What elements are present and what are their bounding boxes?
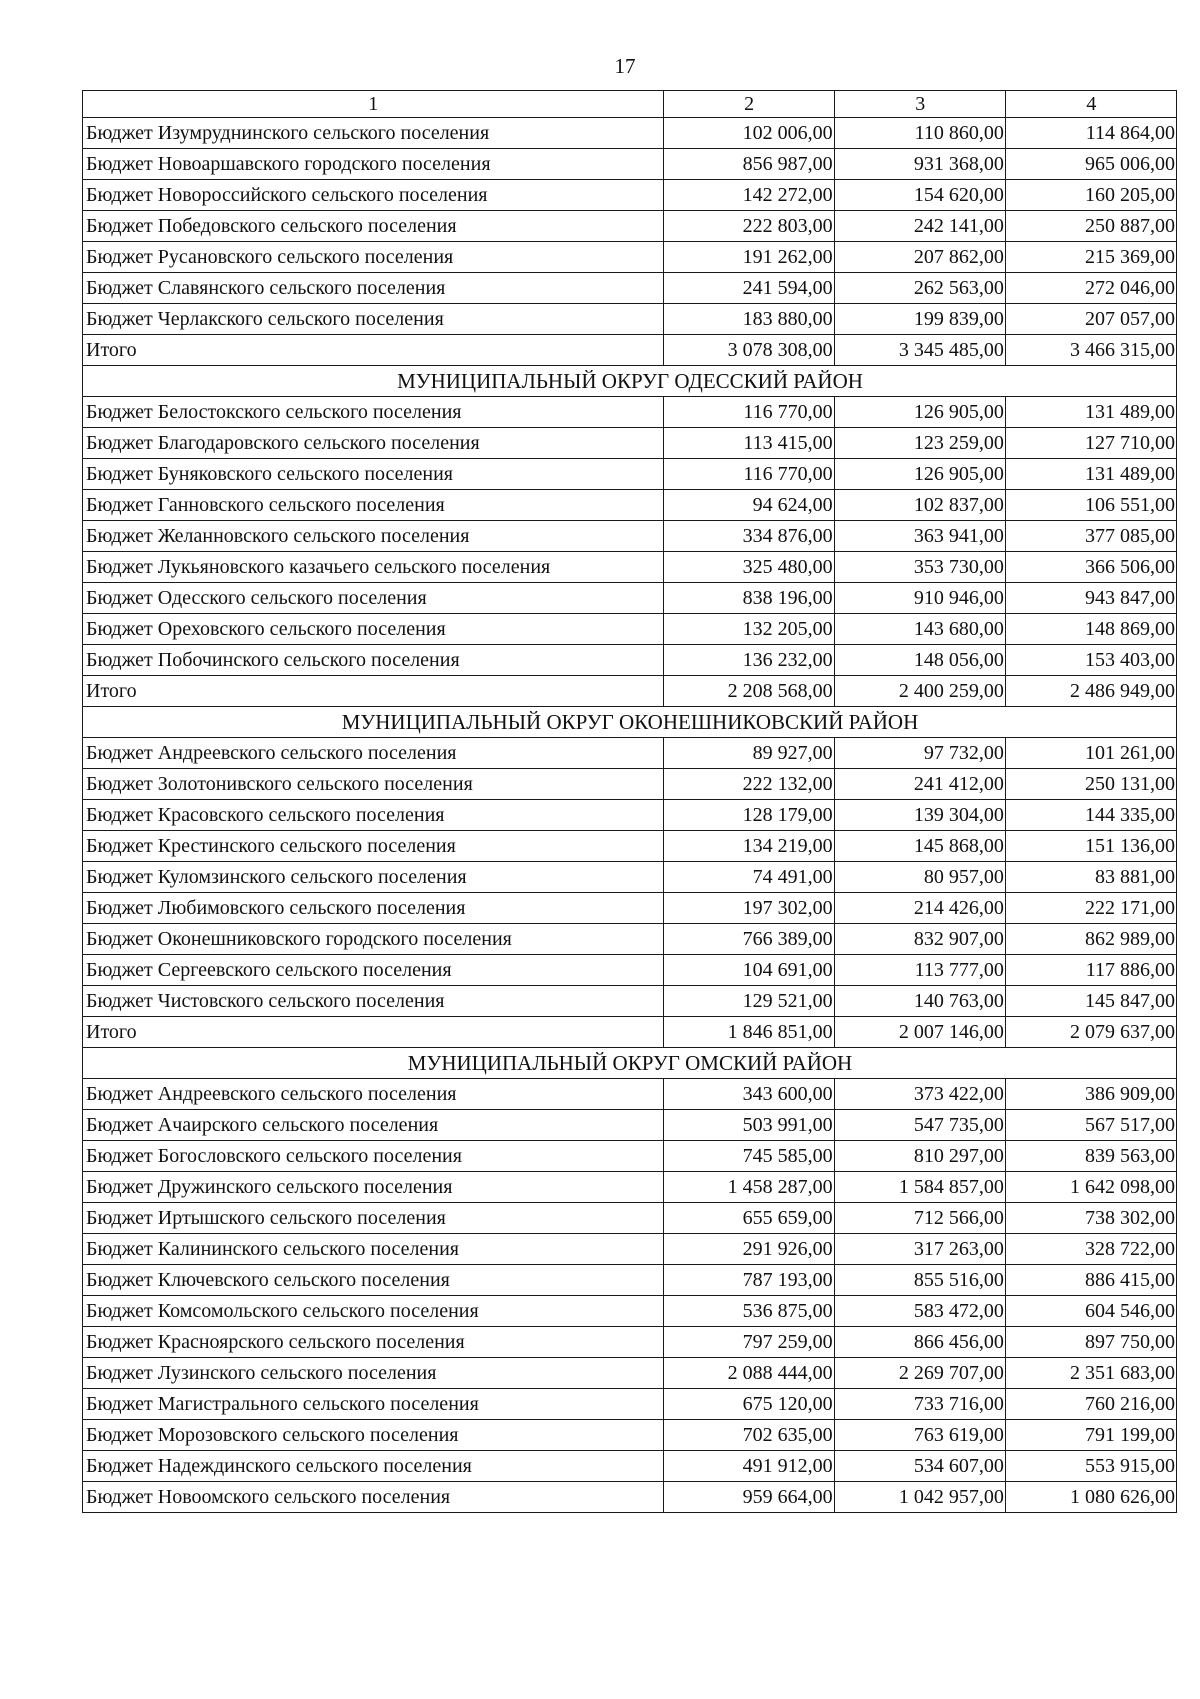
value-column-2: 183 880,00	[663, 304, 834, 335]
value-column-4: 131 489,00	[1005, 459, 1176, 490]
table-row	[83, 1203, 1177, 1234]
value-column-3: 145 868,00	[834, 831, 1005, 862]
row-label: Бюджет Черлакского сельского поселения	[83, 304, 664, 335]
value-column-4: 366 506,00	[1005, 552, 1176, 583]
total-row	[83, 676, 1177, 707]
value-column-3: 2 269 707,00	[834, 1358, 1005, 1389]
value-column-3: 810 297,00	[834, 1141, 1005, 1172]
table-row	[83, 428, 1177, 459]
value-column-2: 745 585,00	[663, 1141, 834, 1172]
table-row	[83, 149, 1177, 180]
row-label: Бюджет Ореховского сельского поселения	[83, 614, 664, 645]
value-column-2: 142 272,00	[663, 180, 834, 211]
value-column-3: 143 680,00	[834, 614, 1005, 645]
row-label: Бюджет Красовского сельского поселения	[83, 800, 664, 831]
column-number-4: 4	[1005, 91, 1176, 118]
value-column-3: 126 905,00	[834, 459, 1005, 490]
value-column-3: 373 422,00	[834, 1079, 1005, 1110]
row-label: Бюджет Красноярского сельского поселения	[83, 1327, 664, 1358]
total-row	[83, 1017, 1177, 1048]
value-column-2: 136 232,00	[663, 645, 834, 676]
table-row	[83, 1079, 1177, 1110]
value-column-2: 113 415,00	[663, 428, 834, 459]
value-column-3: 866 456,00	[834, 1327, 1005, 1358]
table-row	[83, 459, 1177, 490]
value-column-4: 1 080 626,00	[1005, 1482, 1176, 1513]
value-column-3: 1 584 857,00	[834, 1172, 1005, 1203]
value-column-4: 250 887,00	[1005, 211, 1176, 242]
value-column-4: 943 847,00	[1005, 583, 1176, 614]
value-column-2: 797 259,00	[663, 1327, 834, 1358]
value-column-4: 148 869,00	[1005, 614, 1176, 645]
value-column-4: 2 351 683,00	[1005, 1358, 1176, 1389]
section-title: МУНИЦИПАЛЬНЫЙ ОКРУГ ОМСКИЙ РАЙОН	[83, 1048, 1177, 1079]
value-column-4: 567 517,00	[1005, 1110, 1176, 1141]
table-row	[83, 552, 1177, 583]
row-label: Бюджет Побочинского сельского поселения	[83, 645, 664, 676]
value-column-4: 250 131,00	[1005, 769, 1176, 800]
value-column-4: 377 085,00	[1005, 521, 1176, 552]
value-column-2: 74 491,00	[663, 862, 834, 893]
value-column-3: 242 141,00	[834, 211, 1005, 242]
value-column-3: 214 426,00	[834, 893, 1005, 924]
value-column-3: 113 777,00	[834, 955, 1005, 986]
value-column-2: 116 770,00	[663, 459, 834, 490]
table-row	[83, 118, 1177, 149]
value-column-2: 838 196,00	[663, 583, 834, 614]
row-label: Бюджет Одесского сельского поселения	[83, 583, 664, 614]
row-label: Бюджет Изумруднинского сельского поселения	[83, 118, 664, 149]
value-column-4: 117 886,00	[1005, 955, 1176, 986]
row-label: Бюджет Буняковского сельского поселения	[83, 459, 664, 490]
value-column-2: 89 927,00	[663, 738, 834, 769]
value-column-2: 132 205,00	[663, 614, 834, 645]
value-column-3: 126 905,00	[834, 397, 1005, 428]
table-row	[83, 1389, 1177, 1420]
row-label: Бюджет Богословского сельского поселения	[83, 1141, 664, 1172]
table-row	[83, 1110, 1177, 1141]
value-column-4: 83 881,00	[1005, 862, 1176, 893]
value-column-3: 763 619,00	[834, 1420, 1005, 1451]
row-label: Бюджет Андреевского сельского поселения	[83, 1079, 664, 1110]
value-column-2: 222 803,00	[663, 211, 834, 242]
row-label: Бюджет Ключевского сельского поселения	[83, 1265, 664, 1296]
value-column-4: 144 335,00	[1005, 800, 1176, 831]
table-row	[83, 1420, 1177, 1451]
column-number-1: 1	[83, 91, 664, 118]
value-column-4: 151 136,00	[1005, 831, 1176, 862]
table-row	[83, 521, 1177, 552]
value-column-3: 2 400 259,00	[834, 676, 1005, 707]
value-column-4: 604 546,00	[1005, 1296, 1176, 1327]
row-label: Итого	[83, 676, 664, 707]
value-column-3: 832 907,00	[834, 924, 1005, 955]
row-label: Бюджет Куломзинского сельского поселения	[83, 862, 664, 893]
table-row	[83, 1265, 1177, 1296]
row-label: Бюджет Иртышского сельского поселения	[83, 1203, 664, 1234]
value-column-2: 197 302,00	[663, 893, 834, 924]
value-column-2: 536 875,00	[663, 1296, 834, 1327]
value-column-3: 262 563,00	[834, 273, 1005, 304]
value-column-3: 123 259,00	[834, 428, 1005, 459]
value-column-4: 222 171,00	[1005, 893, 1176, 924]
table-row	[83, 1296, 1177, 1327]
value-column-4: 272 046,00	[1005, 273, 1176, 304]
table-row	[83, 1451, 1177, 1482]
section-title: МУНИЦИПАЛЬНЫЙ ОКРУГ ОКОНЕШНИКОВСКИЙ РАЙОН	[83, 707, 1177, 738]
row-label: Бюджет Дружинского сельского поселения	[83, 1172, 664, 1203]
value-column-2: 1 458 287,00	[663, 1172, 834, 1203]
value-column-2: 128 179,00	[663, 800, 834, 831]
value-column-3: 3 345 485,00	[834, 335, 1005, 366]
budget-table	[82, 90, 1177, 1513]
value-column-4: 160 205,00	[1005, 180, 1176, 211]
value-column-3: 154 620,00	[834, 180, 1005, 211]
value-column-2: 959 664,00	[663, 1482, 834, 1513]
row-label: Бюджет Новоомского сельского поселения	[83, 1482, 664, 1513]
row-label: Бюджет Новороссийского сельского поселения	[83, 180, 664, 211]
value-column-4: 965 006,00	[1005, 149, 1176, 180]
value-column-3: 583 472,00	[834, 1296, 1005, 1327]
row-label: Бюджет Лукьяновского казачьего сельского поселения	[83, 552, 664, 583]
value-column-2: 94 624,00	[663, 490, 834, 521]
value-column-4: 215 369,00	[1005, 242, 1176, 273]
table-body	[83, 91, 1177, 1513]
column-number-3: 3	[834, 91, 1005, 118]
row-label: Бюджет Оконешниковского городского поселения	[83, 924, 664, 955]
table-row	[83, 397, 1177, 428]
value-column-3: 102 837,00	[834, 490, 1005, 521]
section-header-row	[83, 366, 1177, 397]
column-number-row	[83, 91, 1177, 118]
row-label: Бюджет Лузинского сельского поселения	[83, 1358, 664, 1389]
value-column-2: 129 521,00	[663, 986, 834, 1017]
page-number: 17	[614, 54, 636, 78]
table-row	[83, 862, 1177, 893]
value-column-2: 2 088 444,00	[663, 1358, 834, 1389]
value-column-2: 675 120,00	[663, 1389, 834, 1420]
table-row	[83, 1358, 1177, 1389]
value-column-4: 131 489,00	[1005, 397, 1176, 428]
value-column-3: 712 566,00	[834, 1203, 1005, 1234]
value-column-4: 386 909,00	[1005, 1079, 1176, 1110]
table-row	[83, 304, 1177, 335]
section-title: МУНИЦИПАЛЬНЫЙ ОКРУГ ОДЕССКИЙ РАЙОН	[83, 366, 1177, 397]
value-column-2: 191 262,00	[663, 242, 834, 273]
value-column-3: 534 607,00	[834, 1451, 1005, 1482]
value-column-4: 2 486 949,00	[1005, 676, 1176, 707]
value-column-4: 207 057,00	[1005, 304, 1176, 335]
section-header-row	[83, 1048, 1177, 1079]
table-row	[83, 1234, 1177, 1265]
value-column-2: 241 594,00	[663, 273, 834, 304]
value-column-4: 1 642 098,00	[1005, 1172, 1176, 1203]
table-row	[83, 986, 1177, 1017]
value-column-2: 856 987,00	[663, 149, 834, 180]
value-column-4: 101 261,00	[1005, 738, 1176, 769]
row-label: Бюджет Чистовского сельского поселения	[83, 986, 664, 1017]
value-column-4: 127 710,00	[1005, 428, 1176, 459]
table-row	[83, 583, 1177, 614]
table-row	[83, 924, 1177, 955]
row-label: Бюджет Магистрального сельского поселения	[83, 1389, 664, 1420]
value-column-2: 503 991,00	[663, 1110, 834, 1141]
row-label: Бюджет Новоаршавского городского поселения	[83, 149, 664, 180]
value-column-4: 114 864,00	[1005, 118, 1176, 149]
value-column-4: 886 415,00	[1005, 1265, 1176, 1296]
table-row	[83, 769, 1177, 800]
value-column-4: 328 722,00	[1005, 1234, 1176, 1265]
value-column-2: 491 912,00	[663, 1451, 834, 1482]
column-number-2: 2	[663, 91, 834, 118]
value-column-4: 106 551,00	[1005, 490, 1176, 521]
value-column-4: 760 216,00	[1005, 1389, 1176, 1420]
row-label: Бюджет Сергеевского сельского поселения	[83, 955, 664, 986]
row-label: Бюджет Надеждинского сельского поселения	[83, 1451, 664, 1482]
row-label: Бюджет Морозовского сельского поселения	[83, 1420, 664, 1451]
value-column-4: 791 199,00	[1005, 1420, 1176, 1451]
row-label: Итого	[83, 1017, 664, 1048]
value-column-4: 145 847,00	[1005, 986, 1176, 1017]
value-column-3: 140 763,00	[834, 986, 1005, 1017]
table-row	[83, 645, 1177, 676]
value-column-3: 148 056,00	[834, 645, 1005, 676]
table-row	[83, 1482, 1177, 1513]
value-column-3: 931 368,00	[834, 149, 1005, 180]
table-row	[83, 180, 1177, 211]
table-row	[83, 1172, 1177, 1203]
value-column-3: 733 716,00	[834, 1389, 1005, 1420]
value-column-2: 766 389,00	[663, 924, 834, 955]
value-column-3: 80 957,00	[834, 862, 1005, 893]
value-column-4: 2 079 637,00	[1005, 1017, 1176, 1048]
row-label: Бюджет Любимовского сельского поселения	[83, 893, 664, 924]
value-column-2: 334 876,00	[663, 521, 834, 552]
value-column-2: 104 691,00	[663, 955, 834, 986]
value-column-3: 97 732,00	[834, 738, 1005, 769]
table-row	[83, 273, 1177, 304]
table-row	[83, 1141, 1177, 1172]
value-column-3: 855 516,00	[834, 1265, 1005, 1296]
value-column-3: 207 862,00	[834, 242, 1005, 273]
row-label: Бюджет Калининского сельского поселения	[83, 1234, 664, 1265]
value-column-3: 139 304,00	[834, 800, 1005, 831]
value-column-3: 910 946,00	[834, 583, 1005, 614]
value-column-2: 291 926,00	[663, 1234, 834, 1265]
table-row	[83, 490, 1177, 521]
table-row	[83, 738, 1177, 769]
value-column-3: 199 839,00	[834, 304, 1005, 335]
row-label: Бюджет Желанновского сельского поселения	[83, 521, 664, 552]
value-column-4: 3 466 315,00	[1005, 335, 1176, 366]
row-label: Бюджет Благодаровского сельского поселения	[83, 428, 664, 459]
value-column-2: 343 600,00	[663, 1079, 834, 1110]
table-row	[83, 1327, 1177, 1358]
value-column-2: 702 635,00	[663, 1420, 834, 1451]
table-row	[83, 955, 1177, 986]
value-column-2: 1 846 851,00	[663, 1017, 834, 1048]
row-label: Бюджет Победовского сельского поселения	[83, 211, 664, 242]
table-row	[83, 893, 1177, 924]
total-row	[83, 335, 1177, 366]
value-column-2: 655 659,00	[663, 1203, 834, 1234]
value-column-2: 3 078 308,00	[663, 335, 834, 366]
value-column-3: 110 860,00	[834, 118, 1005, 149]
value-column-4: 839 563,00	[1005, 1141, 1176, 1172]
table-row	[83, 800, 1177, 831]
value-column-2: 134 219,00	[663, 831, 834, 862]
value-column-2: 2 208 568,00	[663, 676, 834, 707]
value-column-3: 353 730,00	[834, 552, 1005, 583]
row-label: Бюджет Ганновского сельского поселения	[83, 490, 664, 521]
row-label: Бюджет Крестинского сельского поселения	[83, 831, 664, 862]
row-label: Бюджет Комсомольского сельского поселения	[83, 1296, 664, 1327]
value-column-3: 2 007 146,00	[834, 1017, 1005, 1048]
row-label: Бюджет Андреевского сельского поселения	[83, 738, 664, 769]
value-column-2: 222 132,00	[663, 769, 834, 800]
value-column-4: 153 403,00	[1005, 645, 1176, 676]
row-label: Бюджет Ачаирского сельского поселения	[83, 1110, 664, 1141]
row-label: Бюджет Белостокского сельского поселения	[83, 397, 664, 428]
row-label: Бюджет Русановского сельского поселения	[83, 242, 664, 273]
section-header-row	[83, 707, 1177, 738]
value-column-3: 363 941,00	[834, 521, 1005, 552]
value-column-4: 738 302,00	[1005, 1203, 1176, 1234]
table-row	[83, 242, 1177, 273]
value-column-3: 317 263,00	[834, 1234, 1005, 1265]
value-column-3: 241 412,00	[834, 769, 1005, 800]
value-column-2: 787 193,00	[663, 1265, 834, 1296]
table-row	[83, 211, 1177, 242]
value-column-4: 862 989,00	[1005, 924, 1176, 955]
value-column-3: 547 735,00	[834, 1110, 1005, 1141]
value-column-2: 116 770,00	[663, 397, 834, 428]
value-column-4: 553 915,00	[1005, 1451, 1176, 1482]
row-label: Итого	[83, 335, 664, 366]
table-row	[83, 831, 1177, 862]
value-column-2: 325 480,00	[663, 552, 834, 583]
row-label: Бюджет Славянского сельского поселения	[83, 273, 664, 304]
value-column-4: 897 750,00	[1005, 1327, 1176, 1358]
value-column-3: 1 042 957,00	[834, 1482, 1005, 1513]
row-label: Бюджет Золотонивского сельского поселения	[83, 769, 664, 800]
value-column-2: 102 006,00	[663, 118, 834, 149]
table-row	[83, 614, 1177, 645]
